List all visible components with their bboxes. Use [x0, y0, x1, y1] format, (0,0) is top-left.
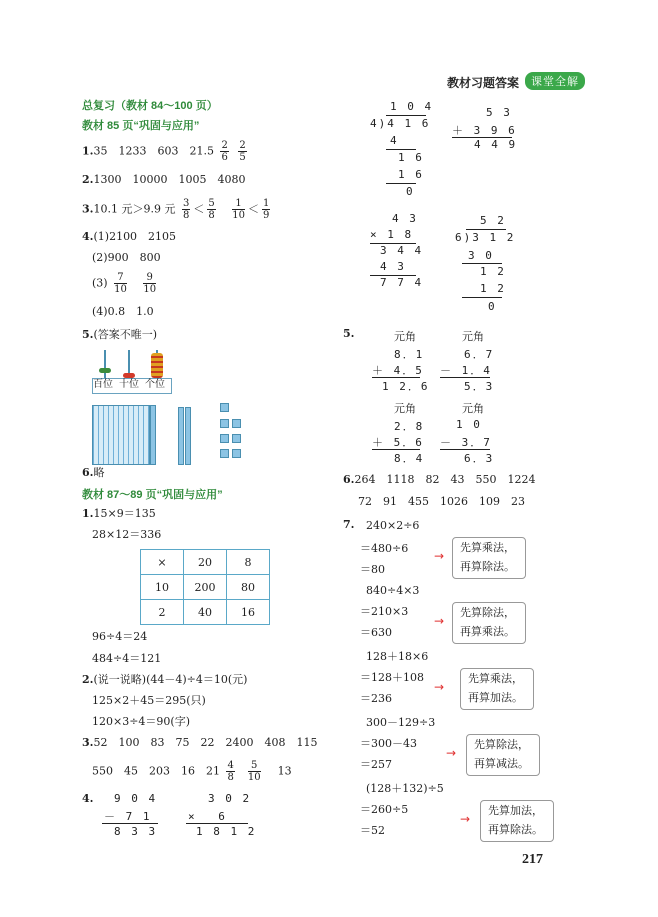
r-q6-line-1	[343, 473, 535, 487]
div2-rule-2	[462, 297, 502, 298]
q3-fraction-2: $\frac{5}{8}$	[208, 198, 215, 221]
div1-rule-1	[386, 149, 416, 150]
q4-line-1	[82, 230, 176, 244]
abacus-rod-hundreds	[104, 350, 106, 378]
q1-fraction-2: $\frac{2}{5}$	[239, 140, 246, 163]
mul1-result: 7 7 4	[380, 276, 424, 289]
step4-eq-2: ＝257	[360, 758, 392, 771]
q3-text: 10.1 元＞9.9 元	[93, 202, 176, 216]
q4-part-3	[92, 272, 159, 295]
s2q3-fraction-1: $\frac{4}{8}$	[227, 760, 234, 783]
s2q4-mul-mid: × 6	[188, 810, 227, 823]
q6-line	[82, 466, 104, 480]
hundreds-block	[92, 405, 150, 465]
step2-eq-2: ＝630	[360, 626, 392, 639]
q6-text: 略	[93, 466, 105, 479]
mul1-mid: × 1 8	[370, 228, 414, 241]
div1-dividend: 4)4 1 6	[370, 117, 431, 130]
div1-row-1: 4	[390, 134, 399, 147]
div2-rule-1	[462, 263, 502, 264]
s2q3-values-2: 550 45 203 16 21	[92, 764, 220, 778]
step4-note-1: 先算除法，	[474, 738, 529, 751]
div2-dividend: 6)3 1 2	[455, 231, 516, 244]
step3-arrow-icon: →	[434, 680, 445, 694]
abacus-label-tens: 十位	[119, 379, 139, 390]
s2q3-fraction-2: $\frac{5}{10}$	[247, 760, 261, 783]
money2-header: 元角	[462, 330, 484, 343]
ones-cube	[220, 449, 229, 458]
add1-top: 5 3	[486, 106, 512, 119]
step1-note-2: 再算除法。	[460, 560, 515, 573]
abacus-label-hundreds: 百位	[93, 379, 113, 390]
q2-text: 1300 10000 1005 4080	[93, 173, 246, 186]
money2-result: 5．3	[464, 380, 495, 393]
abacus-bead-stack	[151, 353, 163, 378]
step3-expr: 128＋18×6	[366, 650, 429, 663]
money1-top: 8．1	[394, 348, 425, 361]
s2q4-number: 4.	[82, 792, 94, 805]
div1-row-3: 1 6	[398, 168, 424, 181]
table-cell: 20	[184, 550, 227, 575]
mul1-partial-1: 3 4 4	[380, 244, 424, 257]
money3-header: 元角	[394, 402, 416, 415]
step5-expr: (128＋132)÷5	[366, 782, 444, 795]
step2-eq-1: ＝210×3	[360, 605, 409, 618]
ones-cube	[232, 449, 241, 458]
q3-line	[82, 198, 273, 221]
q1-text: 35 1233 603 21.5	[93, 144, 214, 158]
q3-fraction-3: $\frac{1}{10}$	[232, 198, 245, 221]
div1-bar	[386, 115, 426, 116]
s2q4-mul-rule	[186, 823, 248, 824]
div2-row-1: 3 0	[468, 249, 494, 262]
s2q3-line-2	[92, 760, 292, 783]
div1-row-4: 0	[406, 185, 415, 198]
table-cell: 200	[184, 575, 227, 600]
ones-cube	[220, 419, 229, 428]
r-q7-number: 7.	[343, 518, 355, 531]
step4-expr: 300－129÷3	[366, 716, 436, 729]
r-q6-values-2: 72 91 455 1026 109 23	[358, 495, 525, 508]
step5-note-1: 先算加法，	[488, 804, 543, 817]
section-title-85: 教材 85 页“巩固与应用”	[82, 120, 200, 132]
money2-mid: － 1．4	[440, 364, 492, 377]
q5-line	[82, 328, 157, 342]
add1-result: 4 4 9	[474, 138, 518, 151]
money1-mid: ＋ 4．5	[372, 364, 424, 377]
step3-note-2: 再算加法。	[468, 691, 523, 704]
ones-cube	[232, 419, 241, 428]
step1-eq-2: ＝80	[360, 563, 385, 576]
s2q3-number: 3.	[82, 736, 94, 749]
q4-part-4: (4)0.8 1.0	[92, 305, 154, 318]
r-q5-number: 5.	[343, 327, 355, 340]
s2q4-mul-result: 1 8 1 2	[196, 825, 257, 838]
s2q1-number: 1.	[82, 507, 94, 520]
step1-note-1: 先算乘法，	[460, 541, 515, 554]
s2q2-number: 2.	[82, 673, 94, 686]
abacus-label-ones: 个位	[145, 379, 165, 390]
step3-eq-2: ＝236	[360, 692, 392, 705]
s2q1-eq-3: 96÷4＝24	[92, 630, 148, 643]
q4-part-1: (1)2100 2105	[93, 230, 177, 243]
step4-note-2: 再算减法。	[474, 757, 529, 770]
div2-quotient: 5 2	[480, 214, 506, 227]
step4-arrow-icon: →	[446, 746, 457, 760]
q4-fraction-2: $\frac{9}{10}$	[143, 272, 157, 295]
step1-arrow-icon: →	[434, 549, 445, 563]
div2-row-4: 0	[488, 300, 497, 313]
section-title-87-89: 教材 87～89 页“巩固与应用”	[82, 489, 223, 501]
step1-expr: 240×2÷6	[366, 519, 420, 532]
q3-fraction-1: $\frac{3}{8}$	[182, 198, 190, 221]
ones-cube	[220, 403, 229, 412]
s2q2-eq-3: 120×3÷4＝90(字)	[92, 715, 191, 728]
q1-fraction-1: $\frac{2}{6}$	[221, 140, 228, 163]
step5-eq-1: ＝260÷5	[360, 803, 409, 816]
step2-arrow-icon: →	[434, 614, 445, 628]
hundreds-block-edge	[150, 405, 156, 465]
q1-number: 1.	[82, 144, 94, 158]
s2q1-eq-4: 484÷4＝121	[92, 652, 162, 665]
div2-row-3: 1 2	[480, 282, 506, 295]
q2-line	[82, 173, 245, 187]
q3-less-than-2: ＜	[247, 202, 259, 216]
multiplication-table	[140, 549, 270, 625]
table-row	[141, 550, 270, 575]
money1-result: 1 2．6	[382, 380, 430, 393]
table-cell: 2	[141, 600, 184, 625]
s2q3-value-last: 13	[277, 764, 292, 778]
money4-mid: － 3．7	[440, 436, 492, 449]
q3-fraction-4: $\frac{1}{9}$	[262, 198, 270, 221]
s2q1-eq-1: 15×9＝135	[93, 507, 156, 520]
table-cell: 40	[184, 600, 227, 625]
step5-arrow-icon: →	[460, 812, 471, 826]
tens-rod	[185, 407, 191, 465]
q4-part-2: (2)900 800	[92, 251, 161, 264]
s2q2-line-1	[82, 673, 247, 687]
tens-rod	[178, 407, 184, 465]
money1-header: 元角	[394, 330, 416, 343]
div1-quotient: 1 0 4	[390, 100, 434, 113]
q5-text: (答案不唯一)	[93, 328, 158, 341]
div2-bar	[466, 229, 506, 230]
div1-rule-2	[386, 183, 416, 184]
abacus-bead	[99, 368, 111, 373]
abacus-bead	[123, 373, 135, 378]
header-title: 教材习题答案	[447, 76, 520, 90]
s2q4-sub-mid: － 7 1	[104, 810, 152, 823]
step3-eq-1: ＝128＋108	[360, 671, 424, 684]
s2q4-sub-top: 9 0 4	[114, 792, 158, 805]
q3-number: 3.	[82, 202, 94, 216]
mul1-top: 4 3	[392, 212, 418, 225]
ones-cube	[220, 434, 229, 443]
money2-top: 6．7	[464, 348, 495, 361]
review-title: 总复习（教材 84～100 页）	[82, 100, 218, 112]
table-cell: 8	[227, 550, 270, 575]
q4-part-3-label: (3)	[92, 276, 108, 290]
table-row	[141, 575, 270, 600]
table-row	[141, 600, 270, 625]
step2-note-2: 再算乘法。	[460, 625, 515, 638]
table-cell: 80	[227, 575, 270, 600]
money4-top: 1 0	[456, 418, 482, 431]
r-q6-values-1: 264 1118 82 43 550 1224	[354, 473, 536, 486]
mul1-partial-2: 4 3	[380, 260, 406, 273]
header-badge: 课堂全解	[525, 72, 585, 90]
q2-number: 2.	[82, 173, 94, 186]
s2q3-values-1: 52 100 83 75 22 2400 408 115	[93, 736, 318, 749]
q4-number: 4.	[82, 230, 94, 243]
step2-note-1: 先算除法，	[460, 606, 515, 619]
s2q2-eq-1: (说一说略)(44－4)÷4＝10(元)	[93, 673, 248, 686]
step5-note-2: 再算除法。	[488, 823, 543, 836]
table-cell: 16	[227, 600, 270, 625]
page-number: 217	[522, 852, 543, 867]
r-q6-number: 6.	[343, 473, 355, 486]
s2q2-eq-2: 125×2＋45＝295(只)	[92, 694, 206, 707]
s2q3-line-1	[82, 736, 317, 750]
step3-note-1: 先算乘法，	[468, 672, 523, 685]
s2q1-line-1	[82, 507, 156, 521]
money3-top: 2．8	[394, 420, 425, 433]
s2q4-sub-rule	[102, 823, 158, 824]
div1-row-2: 1 6	[398, 151, 424, 164]
q4-fraction-1: $\frac{7}{10}$	[114, 272, 127, 295]
s2q4-sub-result: 8 3 3	[114, 825, 158, 838]
money3-result: 8．4	[394, 452, 425, 465]
step4-eq-1: ＝300－43	[360, 737, 417, 750]
table-cell: ×	[141, 550, 184, 575]
q1-line	[82, 140, 250, 163]
step2-expr: 840÷4×3	[366, 584, 420, 597]
q6-number: 6.	[82, 466, 94, 479]
q5-number: 5.	[82, 328, 94, 341]
s2q1-eq-2: 28×12＝336	[92, 528, 162, 541]
div2-row-2: 1 2	[480, 265, 506, 278]
s2q4-mul-top: 3 0 2	[208, 792, 252, 805]
table-cell: 10	[141, 575, 184, 600]
step5-eq-2: ＝52	[360, 824, 385, 837]
add1-mid: ＋ 3 9 6	[452, 124, 517, 137]
ones-cube	[232, 434, 241, 443]
money3-mid: ＋ 5．6	[372, 436, 424, 449]
q3-less-than-1: ＜	[193, 202, 205, 216]
money4-result: 6．3	[464, 452, 495, 465]
money4-header: 元角	[462, 402, 484, 415]
step1-eq-1: ＝480÷6	[360, 542, 409, 555]
